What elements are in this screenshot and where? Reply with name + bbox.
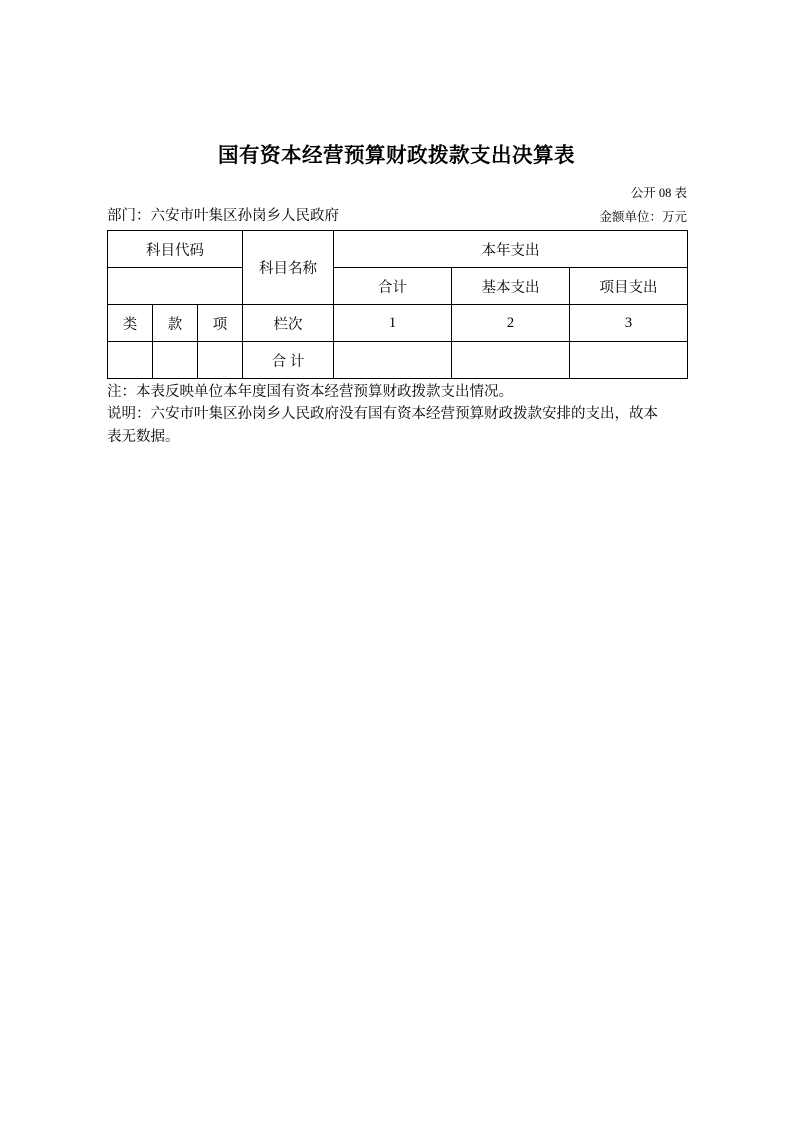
page-title: 国有资本经营预算财政拨款支出决算表 bbox=[218, 144, 575, 167]
header-subject-code: 科目代码 bbox=[108, 231, 243, 268]
cell-basic bbox=[452, 342, 570, 379]
header-subject-code-spacer bbox=[108, 268, 243, 305]
header-class: 类 bbox=[108, 305, 153, 342]
header-current-year-expenditure: 本年支出 bbox=[334, 231, 688, 268]
header-project-expenditure: 项目支出 bbox=[570, 268, 688, 305]
cell-project bbox=[570, 342, 688, 379]
header-total: 合计 bbox=[334, 268, 452, 305]
table-header-row-1 bbox=[108, 231, 688, 268]
cell-total bbox=[334, 342, 452, 379]
explanation-line-1: 说明：六安市叶集区孙岗乡人民政府没有国有资本经营预算财政拨款安排的支出，故本 bbox=[107, 406, 658, 423]
header-column-row: 栏次 bbox=[243, 305, 334, 342]
cell-class bbox=[108, 342, 153, 379]
department-label: 部门：六安市叶集区孙岗乡人民政府 bbox=[107, 208, 339, 224]
column-number-1: 1 bbox=[334, 305, 452, 342]
cell-name-total: 合 计 bbox=[243, 342, 334, 379]
column-number-2: 2 bbox=[452, 305, 570, 342]
table-header-row-2 bbox=[108, 268, 688, 305]
notes-block bbox=[107, 381, 697, 448]
table-header-row-3 bbox=[108, 305, 688, 342]
header-basic-expenditure: 基本支出 bbox=[452, 268, 570, 305]
header-item: 项 bbox=[198, 305, 243, 342]
note-line: 注：本表反映单位本年度国有资本经营预算财政拨款支出情况。 bbox=[107, 384, 513, 400]
cell-section bbox=[153, 342, 198, 379]
table-row bbox=[108, 342, 688, 379]
amount-unit-label: 金额单位：万元 bbox=[599, 210, 687, 224]
cell-item bbox=[198, 342, 243, 379]
header-subject-name: 科目名称 bbox=[243, 231, 334, 305]
column-number-3: 3 bbox=[570, 305, 688, 342]
budget-expenditure-table bbox=[107, 230, 688, 379]
header-section: 款 bbox=[153, 305, 198, 342]
explanation-line-2: 表无数据。 bbox=[107, 428, 180, 445]
form-code-label: 公开 08 表 bbox=[630, 186, 687, 200]
